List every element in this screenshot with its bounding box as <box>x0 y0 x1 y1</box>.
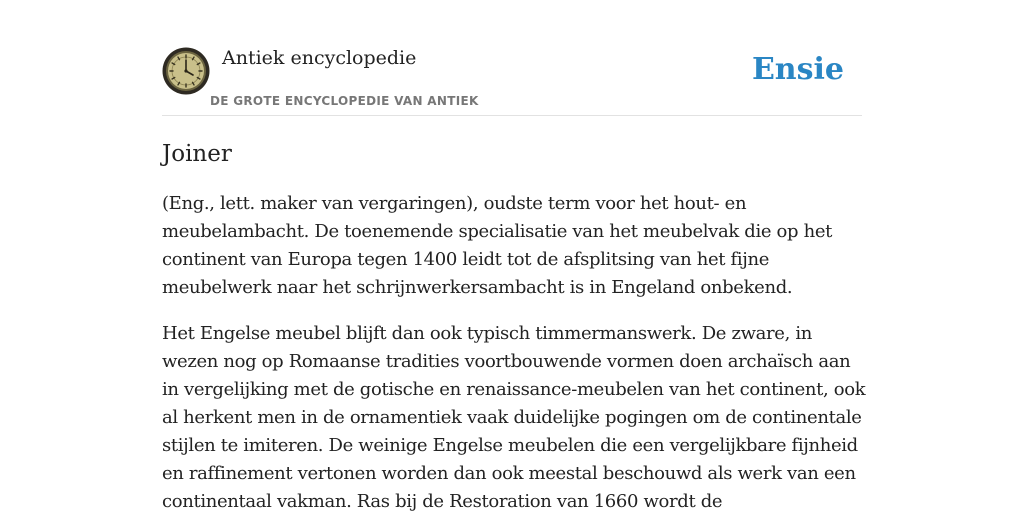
site-header <box>162 46 862 116</box>
site-subtitle: DE GROTE ENCYCLOPEDIE VAN ANTIEK <box>210 94 479 108</box>
page-title: Joiner <box>162 141 232 167</box>
entry-paragraph: (Eng., lett. maker van vergaringen), oudste term voor het hout- en meubelambacht. De toenemende specialisatie van het meubelvak die op het continent van Europa tegen 1400 leidt tot de afsplitsing van het fijne meubelwerk naar het schrijnwerkersambacht is in Engeland onbekend. <box>162 193 833 298</box>
header-divider <box>162 115 862 116</box>
entry-content <box>162 138 866 512</box>
clock-face-icon[interactable] <box>162 47 210 95</box>
site-title[interactable]: Antiek encyclopedie <box>222 47 417 69</box>
entry-paragraph: Het Engelse meubel blijft dan ook typisch timmermanswerk. De zware, in wezen nog op Romaanse tradities voortbouwende vormen doen archaïsch aan in vergelijking met de gotische en renaissance-meubelen van het continent, ook al herkent men in de ornamentiek vaak duidelijke pogingen om de continentale stijlen te imiteren. De weinige Engelse meubelen die een vergelijkbare fijnheid en raffinement vertonen worden dan ook meestal beschouwd als werk van een continentaal vakman. Ras bij de Restoration van 1660 wordt de <box>162 323 866 512</box>
ensie-logo[interactable]: Ensie <box>751 52 844 87</box>
